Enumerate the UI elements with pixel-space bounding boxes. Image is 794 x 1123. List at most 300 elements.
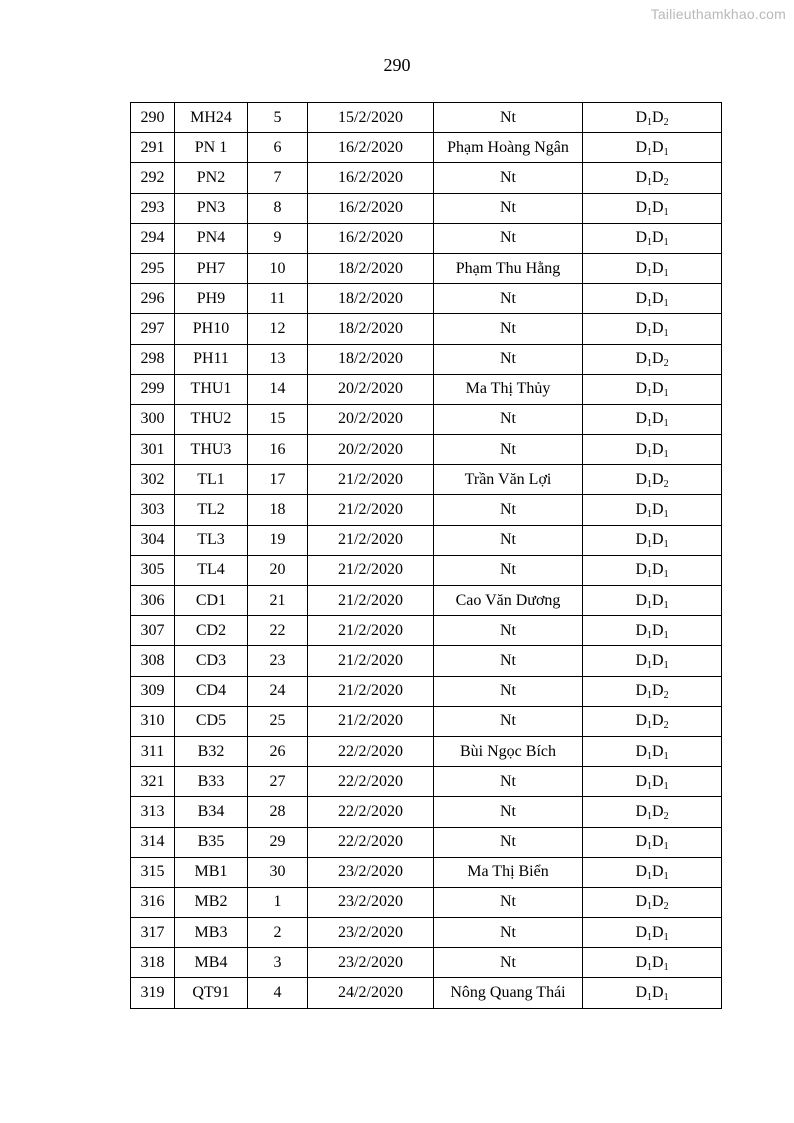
formula-subscript: 1 bbox=[647, 841, 652, 853]
formula-letter: D bbox=[635, 923, 647, 941]
sequence-cell: 3 bbox=[248, 948, 308, 978]
sequence-cell: 25 bbox=[248, 706, 308, 736]
sequence-cell: 17 bbox=[248, 465, 308, 495]
table-row bbox=[131, 133, 722, 163]
formula-letter: D bbox=[635, 168, 647, 186]
formula-subscript: 1 bbox=[663, 267, 669, 279]
formula-letter: D bbox=[652, 712, 664, 730]
person-name-cell: Nt bbox=[434, 827, 583, 857]
formula-letter: D bbox=[652, 742, 664, 760]
date-cell: 16/2/2020 bbox=[308, 133, 434, 163]
formula-cell bbox=[583, 133, 722, 163]
table-row bbox=[131, 948, 722, 978]
formula-letter: D bbox=[652, 833, 664, 851]
formula-cell bbox=[583, 555, 722, 585]
formula-subscript: 1 bbox=[647, 780, 652, 792]
formula-subscript: 2 bbox=[663, 176, 669, 188]
formula-letter: D bbox=[652, 229, 664, 247]
date-cell: 22/2/2020 bbox=[308, 736, 434, 766]
table-row bbox=[131, 374, 722, 404]
row-number-cell: 295 bbox=[131, 253, 175, 283]
date-cell: 21/2/2020 bbox=[308, 495, 434, 525]
table-row bbox=[131, 887, 722, 917]
formula-subscript: 1 bbox=[647, 116, 652, 128]
formula-letter: D bbox=[635, 319, 647, 337]
table-row bbox=[131, 314, 722, 344]
formula-cell bbox=[583, 404, 722, 434]
sample-code-cell: CD1 bbox=[175, 586, 248, 616]
sample-code-cell: PN 1 bbox=[175, 133, 248, 163]
person-name-cell: Nt bbox=[434, 706, 583, 736]
formula-cell bbox=[583, 435, 722, 465]
formula-letter: D bbox=[635, 712, 647, 730]
row-number-cell: 300 bbox=[131, 404, 175, 434]
row-number-cell: 314 bbox=[131, 827, 175, 857]
table-row bbox=[131, 253, 722, 283]
formula-subscript: 1 bbox=[663, 237, 669, 249]
sample-code-cell: PN2 bbox=[175, 163, 248, 193]
sequence-cell: 21 bbox=[248, 586, 308, 616]
person-name-cell: Trần Văn Lợi bbox=[434, 465, 583, 495]
formula-subscript: 1 bbox=[663, 841, 669, 853]
formula-subscript: 1 bbox=[647, 509, 652, 521]
formula-cell bbox=[583, 344, 722, 374]
sample-code-cell: B34 bbox=[175, 797, 248, 827]
sequence-cell: 12 bbox=[248, 314, 308, 344]
data-table bbox=[130, 102, 722, 1009]
row-number-cell: 311 bbox=[131, 736, 175, 766]
row-number-cell: 293 bbox=[131, 193, 175, 223]
sequence-cell: 7 bbox=[248, 163, 308, 193]
formula-subscript: 1 bbox=[647, 569, 652, 581]
table-row bbox=[131, 465, 722, 495]
formula-subscript: 1 bbox=[647, 448, 652, 460]
row-number-cell: 297 bbox=[131, 314, 175, 344]
formula-subscript: 1 bbox=[663, 750, 669, 762]
row-number-cell: 306 bbox=[131, 586, 175, 616]
table-row bbox=[131, 857, 722, 887]
table-row bbox=[131, 435, 722, 465]
formula-cell bbox=[583, 284, 722, 314]
formula-subscript: 1 bbox=[647, 297, 652, 309]
formula-letter: D bbox=[652, 108, 664, 126]
date-cell: 15/2/2020 bbox=[308, 103, 434, 133]
sample-code-cell: TL4 bbox=[175, 555, 248, 585]
formula-cell bbox=[583, 103, 722, 133]
formula-subscript: 1 bbox=[663, 629, 669, 641]
sample-code-cell: PN4 bbox=[175, 223, 248, 253]
table-row bbox=[131, 103, 722, 133]
date-cell: 18/2/2020 bbox=[308, 284, 434, 314]
sample-code-cell: B35 bbox=[175, 827, 248, 857]
date-cell: 21/2/2020 bbox=[308, 706, 434, 736]
date-cell: 20/2/2020 bbox=[308, 374, 434, 404]
sequence-cell: 9 bbox=[248, 223, 308, 253]
sequence-cell: 8 bbox=[248, 193, 308, 223]
sample-code-cell: CD4 bbox=[175, 676, 248, 706]
row-number-cell: 304 bbox=[131, 525, 175, 555]
formula-letter: D bbox=[635, 440, 647, 458]
sample-code-cell: CD5 bbox=[175, 706, 248, 736]
formula-subscript: 1 bbox=[663, 599, 669, 611]
person-name-cell: Nt bbox=[434, 646, 583, 676]
formula-cell bbox=[583, 374, 722, 404]
formula-subscript: 1 bbox=[647, 901, 652, 913]
date-cell: 18/2/2020 bbox=[308, 314, 434, 344]
sequence-cell: 19 bbox=[248, 525, 308, 555]
formula-cell bbox=[583, 676, 722, 706]
formula-letter: D bbox=[635, 893, 647, 911]
formula-letter: D bbox=[652, 772, 664, 790]
formula-subscript: 2 bbox=[663, 690, 669, 702]
formula-letter: D bbox=[635, 138, 647, 156]
table-row bbox=[131, 797, 722, 827]
date-cell: 23/2/2020 bbox=[308, 887, 434, 917]
formula-letter: D bbox=[635, 621, 647, 639]
person-name-cell: Nt bbox=[434, 767, 583, 797]
table-row bbox=[131, 163, 722, 193]
formula-subscript: 1 bbox=[647, 418, 652, 430]
row-number-cell: 321 bbox=[131, 767, 175, 797]
sequence-cell: 10 bbox=[248, 253, 308, 283]
formula-subscript: 1 bbox=[647, 176, 652, 188]
formula-letter: D bbox=[635, 742, 647, 760]
person-name-cell: Bùi Ngọc Bích bbox=[434, 736, 583, 766]
formula-letter: D bbox=[652, 621, 664, 639]
formula-subscript: 1 bbox=[647, 720, 652, 732]
formula-subscript: 1 bbox=[663, 388, 669, 400]
person-name-cell: Nt bbox=[434, 555, 583, 585]
date-cell: 21/2/2020 bbox=[308, 616, 434, 646]
formula-subscript: 1 bbox=[647, 599, 652, 611]
formula-letter: D bbox=[652, 380, 664, 398]
sample-code-cell: THU1 bbox=[175, 374, 248, 404]
sample-code-cell: TL1 bbox=[175, 465, 248, 495]
person-name-cell: Nt bbox=[434, 616, 583, 646]
formula-subscript: 2 bbox=[663, 901, 669, 913]
watermark: Tailieuthamkhao.com bbox=[650, 6, 786, 22]
sequence-cell: 2 bbox=[248, 918, 308, 948]
sample-code-cell: MB2 bbox=[175, 887, 248, 917]
sample-code-cell: B32 bbox=[175, 736, 248, 766]
row-number-cell: 290 bbox=[131, 103, 175, 133]
formula-subscript: 1 bbox=[647, 146, 652, 158]
formula-cell bbox=[583, 616, 722, 646]
sequence-cell: 22 bbox=[248, 616, 308, 646]
table-row bbox=[131, 193, 722, 223]
person-name-cell: Nt bbox=[434, 404, 583, 434]
formula-subscript: 1 bbox=[663, 931, 669, 943]
formula-subscript: 1 bbox=[647, 327, 652, 339]
sample-code-cell: PH10 bbox=[175, 314, 248, 344]
formula-subscript: 1 bbox=[647, 358, 652, 370]
person-name-cell: Nt bbox=[434, 495, 583, 525]
formula-letter: D bbox=[652, 138, 664, 156]
formula-subscript: 1 bbox=[647, 237, 652, 249]
formula-letter: D bbox=[652, 651, 664, 669]
formula-cell bbox=[583, 525, 722, 555]
table-row bbox=[131, 827, 722, 857]
date-cell: 16/2/2020 bbox=[308, 163, 434, 193]
formula-letter: D bbox=[652, 289, 664, 307]
date-cell: 22/2/2020 bbox=[308, 767, 434, 797]
sequence-cell: 4 bbox=[248, 978, 308, 1008]
sequence-cell: 13 bbox=[248, 344, 308, 374]
table-row bbox=[131, 284, 722, 314]
row-number-cell: 292 bbox=[131, 163, 175, 193]
sequence-cell: 24 bbox=[248, 676, 308, 706]
row-number-cell: 308 bbox=[131, 646, 175, 676]
sample-code-cell: THU3 bbox=[175, 435, 248, 465]
date-cell: 23/2/2020 bbox=[308, 918, 434, 948]
table-row bbox=[131, 616, 722, 646]
sequence-cell: 26 bbox=[248, 736, 308, 766]
formula-letter: D bbox=[635, 833, 647, 851]
person-name-cell: Nt bbox=[434, 193, 583, 223]
date-cell: 21/2/2020 bbox=[308, 525, 434, 555]
sequence-cell: 20 bbox=[248, 555, 308, 585]
formula-letter: D bbox=[635, 289, 647, 307]
formula-letter: D bbox=[652, 953, 664, 971]
row-number-cell: 291 bbox=[131, 133, 175, 163]
row-number-cell: 317 bbox=[131, 918, 175, 948]
date-cell: 21/2/2020 bbox=[308, 555, 434, 585]
row-number-cell: 296 bbox=[131, 284, 175, 314]
sample-code-cell: MB3 bbox=[175, 918, 248, 948]
formula-letter: D bbox=[635, 350, 647, 368]
formula-subscript: 1 bbox=[663, 961, 669, 973]
formula-letter: D bbox=[652, 984, 664, 1002]
person-name-cell: Ma Thị Biển bbox=[434, 857, 583, 887]
date-cell: 16/2/2020 bbox=[308, 193, 434, 223]
formula-cell bbox=[583, 646, 722, 676]
person-name-cell: Nt bbox=[434, 676, 583, 706]
row-number-cell: 303 bbox=[131, 495, 175, 525]
row-number-cell: 309 bbox=[131, 676, 175, 706]
sequence-cell: 14 bbox=[248, 374, 308, 404]
formula-subscript: 1 bbox=[647, 267, 652, 279]
formula-letter: D bbox=[652, 591, 664, 609]
formula-subscript: 1 bbox=[663, 327, 669, 339]
date-cell: 20/2/2020 bbox=[308, 435, 434, 465]
table-row bbox=[131, 223, 722, 253]
formula-cell bbox=[583, 223, 722, 253]
sequence-cell: 1 bbox=[248, 887, 308, 917]
sequence-cell: 15 bbox=[248, 404, 308, 434]
formula-letter: D bbox=[652, 802, 664, 820]
formula-subscript: 1 bbox=[663, 569, 669, 581]
formula-letter: D bbox=[635, 984, 647, 1002]
formula-subscript: 1 bbox=[647, 478, 652, 490]
sequence-cell: 5 bbox=[248, 103, 308, 133]
formula-subscript: 1 bbox=[647, 207, 652, 219]
formula-subscript: 1 bbox=[647, 961, 652, 973]
sequence-cell: 18 bbox=[248, 495, 308, 525]
formula-letter: D bbox=[652, 893, 664, 911]
formula-cell bbox=[583, 586, 722, 616]
date-cell: 23/2/2020 bbox=[308, 948, 434, 978]
formula-letter: D bbox=[635, 531, 647, 549]
formula-letter: D bbox=[635, 410, 647, 428]
date-cell: 18/2/2020 bbox=[308, 253, 434, 283]
formula-letter: D bbox=[635, 863, 647, 881]
formula-subscript: 2 bbox=[663, 478, 669, 490]
date-cell: 23/2/2020 bbox=[308, 857, 434, 887]
formula-letter: D bbox=[635, 199, 647, 217]
formula-cell bbox=[583, 314, 722, 344]
row-number-cell: 316 bbox=[131, 887, 175, 917]
formula-letter: D bbox=[652, 470, 664, 488]
person-name-cell: Ma Thị Thủy bbox=[434, 374, 583, 404]
table-row bbox=[131, 495, 722, 525]
formula-subscript: 1 bbox=[663, 448, 669, 460]
row-number-cell: 298 bbox=[131, 344, 175, 374]
formula-subscript: 1 bbox=[663, 418, 669, 430]
formula-letter: D bbox=[635, 229, 647, 247]
sequence-cell: 11 bbox=[248, 284, 308, 314]
person-name-cell: Nt bbox=[434, 918, 583, 948]
row-number-cell: 319 bbox=[131, 978, 175, 1008]
formula-letter: D bbox=[635, 380, 647, 398]
formula-letter: D bbox=[652, 923, 664, 941]
formula-subscript: 1 bbox=[663, 539, 669, 551]
formula-subscript: 2 bbox=[663, 116, 669, 128]
formula-letter: D bbox=[652, 319, 664, 337]
formula-subscript: 1 bbox=[663, 780, 669, 792]
formula-cell bbox=[583, 918, 722, 948]
sample-code-cell: TL3 bbox=[175, 525, 248, 555]
sample-code-cell: PN3 bbox=[175, 193, 248, 223]
row-number-cell: 313 bbox=[131, 797, 175, 827]
date-cell: 21/2/2020 bbox=[308, 465, 434, 495]
sequence-cell: 16 bbox=[248, 435, 308, 465]
sample-code-cell: B33 bbox=[175, 767, 248, 797]
formula-subscript: 1 bbox=[647, 690, 652, 702]
person-name-cell: Nt bbox=[434, 435, 583, 465]
person-name-cell: Nt bbox=[434, 163, 583, 193]
table-row bbox=[131, 344, 722, 374]
formula-cell bbox=[583, 736, 722, 766]
sequence-cell: 30 bbox=[248, 857, 308, 887]
formula-letter: D bbox=[652, 561, 664, 579]
table-row bbox=[131, 555, 722, 585]
row-number-cell: 315 bbox=[131, 857, 175, 887]
person-name-cell: Nt bbox=[434, 284, 583, 314]
date-cell: 22/2/2020 bbox=[308, 797, 434, 827]
formula-letter: D bbox=[652, 863, 664, 881]
table-row bbox=[131, 676, 722, 706]
formula-cell bbox=[583, 163, 722, 193]
sample-code-cell: CD3 bbox=[175, 646, 248, 676]
table-row bbox=[131, 706, 722, 736]
sample-code-cell: THU2 bbox=[175, 404, 248, 434]
sequence-cell: 27 bbox=[248, 767, 308, 797]
formula-letter: D bbox=[635, 953, 647, 971]
table-row bbox=[131, 736, 722, 766]
formula-letter: D bbox=[652, 259, 664, 277]
person-name-cell: Nt bbox=[434, 344, 583, 374]
person-name-cell: Nt bbox=[434, 314, 583, 344]
person-name-cell: Nông Quang Thái bbox=[434, 978, 583, 1008]
formula-cell bbox=[583, 948, 722, 978]
formula-cell bbox=[583, 827, 722, 857]
sequence-cell: 6 bbox=[248, 133, 308, 163]
sample-code-cell: MB1 bbox=[175, 857, 248, 887]
table-row bbox=[131, 978, 722, 1008]
person-name-cell: Nt bbox=[434, 525, 583, 555]
table-row bbox=[131, 918, 722, 948]
sequence-cell: 29 bbox=[248, 827, 308, 857]
formula-letter: D bbox=[635, 651, 647, 669]
formula-letter: D bbox=[635, 501, 647, 519]
sequence-cell: 28 bbox=[248, 797, 308, 827]
person-name-cell: Phạm Thu Hằng bbox=[434, 253, 583, 283]
date-cell: 21/2/2020 bbox=[308, 586, 434, 616]
formula-subscript: 2 bbox=[663, 720, 669, 732]
formula-letter: D bbox=[652, 168, 664, 186]
person-name-cell: Nt bbox=[434, 797, 583, 827]
formula-letter: D bbox=[652, 350, 664, 368]
formula-letter: D bbox=[635, 591, 647, 609]
date-cell: 20/2/2020 bbox=[308, 404, 434, 434]
table-row bbox=[131, 404, 722, 434]
formula-cell bbox=[583, 887, 722, 917]
row-number-cell: 305 bbox=[131, 555, 175, 585]
row-number-cell: 318 bbox=[131, 948, 175, 978]
formula-subscript: 1 bbox=[663, 297, 669, 309]
table-row bbox=[131, 767, 722, 797]
date-cell: 16/2/2020 bbox=[308, 223, 434, 253]
formula-subscript: 1 bbox=[647, 539, 652, 551]
date-cell: 21/2/2020 bbox=[308, 646, 434, 676]
formula-letter: D bbox=[635, 682, 647, 700]
person-name-cell: Nt bbox=[434, 223, 583, 253]
formula-subscript: 1 bbox=[663, 992, 669, 1004]
formula-letter: D bbox=[652, 501, 664, 519]
row-number-cell: 302 bbox=[131, 465, 175, 495]
formula-letter: D bbox=[635, 802, 647, 820]
page-number: 290 bbox=[383, 55, 411, 75]
formula-subscript: 1 bbox=[647, 388, 652, 400]
table-row bbox=[131, 525, 722, 555]
sample-code-cell: CD2 bbox=[175, 616, 248, 646]
formula-subscript: 1 bbox=[647, 659, 652, 671]
formula-letter: D bbox=[635, 772, 647, 790]
date-cell: 18/2/2020 bbox=[308, 344, 434, 374]
row-number-cell: 307 bbox=[131, 616, 175, 646]
formula-cell bbox=[583, 465, 722, 495]
formula-subscript: 1 bbox=[647, 750, 652, 762]
formula-subscript: 1 bbox=[663, 659, 669, 671]
formula-cell bbox=[583, 193, 722, 223]
formula-letter: D bbox=[635, 108, 647, 126]
formula-subscript: 2 bbox=[663, 810, 669, 822]
formula-subscript: 1 bbox=[663, 207, 669, 219]
date-cell: 21/2/2020 bbox=[308, 676, 434, 706]
row-number-cell: 310 bbox=[131, 706, 175, 736]
formula-letter: D bbox=[652, 410, 664, 428]
person-name-cell: Cao Văn Dương bbox=[434, 586, 583, 616]
formula-subscript: 1 bbox=[663, 871, 669, 883]
table-row bbox=[131, 646, 722, 676]
formula-subscript: 2 bbox=[663, 358, 669, 370]
formula-cell bbox=[583, 767, 722, 797]
sample-code-cell: QT91 bbox=[175, 978, 248, 1008]
formula-cell bbox=[583, 706, 722, 736]
sample-code-cell: TL2 bbox=[175, 495, 248, 525]
formula-cell bbox=[583, 797, 722, 827]
formula-letter: D bbox=[652, 531, 664, 549]
